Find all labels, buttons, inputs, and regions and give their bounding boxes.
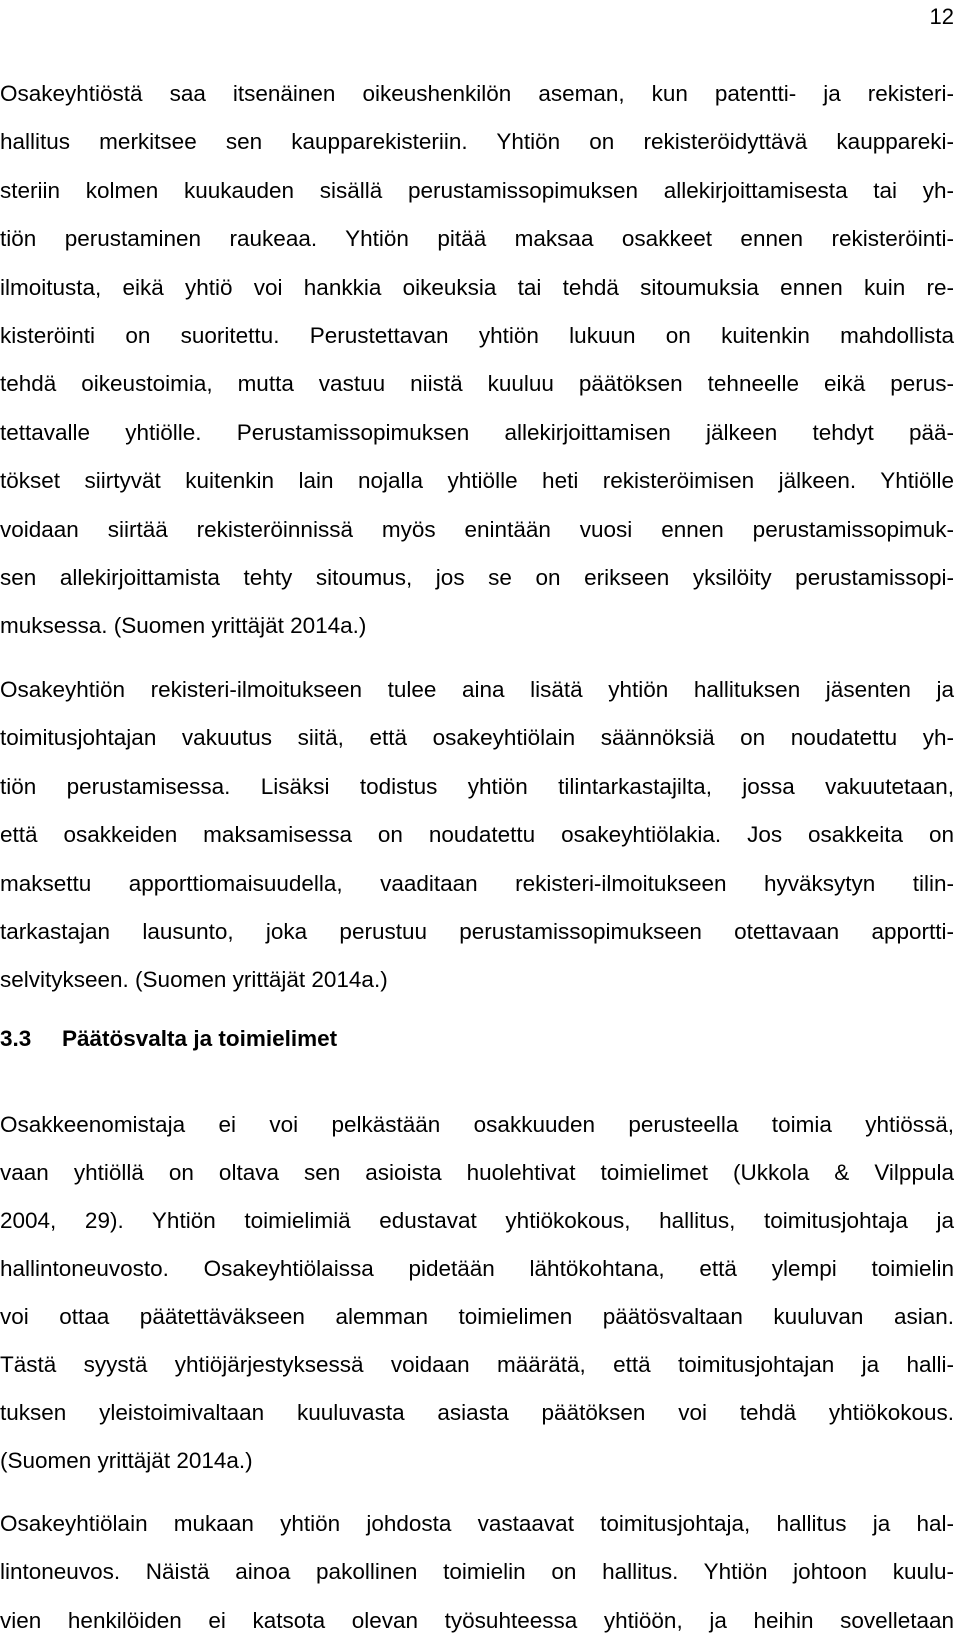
text-line: vaan yhtiöllä on oltava sen asioista huolehtivat toimielimet (Ukkola & Vilppula [0, 1159, 954, 1185]
paragraph-company-registration [0, 70, 954, 651]
text-line: kisteröinti on suoritettu. Perustettavan yhtiön lukuun on kuitenkin mahdollista [0, 323, 954, 349]
paragraph-company-management [0, 1500, 954, 1645]
text-line: voidaan siirtää rekisteröinnissä myös enintään vuosi ennen perustamissopimuk- [0, 516, 954, 542]
text-line: Osakkeenomistaja ei voi pelkästään osakkuuden perusteella toimia yhtiössä, [0, 1111, 954, 1137]
text-line: hallintoneuvosto. Osakeyhtiölaissa pidetään lähtökohtana, että ylempi toimielin [0, 1255, 954, 1281]
section-heading [0, 1015, 954, 1063]
text-line: tehdä oikeustoimia, mutta vastuu niistä kuuluu päätöksen tehneelle eikä perus- [0, 371, 954, 397]
text-line: tiön perustamisessa. Lisäksi todistus yhtiön tilintarkastajilta, jossa vakuutetaan, [0, 773, 954, 799]
section-number: 3.3 [0, 1025, 32, 1051]
text-line: (Suomen yrittäjät 2014a.) [0, 1447, 253, 1473]
text-line: lintoneuvos. Näistä ainoa pakollinen toimielin on hallitus. Yhtiön johtoon kuulu- [0, 1559, 954, 1585]
text-line: muksessa. (Suomen yrittäjät 2014a.) [0, 613, 367, 639]
text-line: Osakeyhtiön rekisteri-ilmoitukseen tulee aina lisätä yhtiön hallituksen jäsenten ja [0, 676, 954, 702]
text-line: ilmoitusta, eikä yhtiö voi hankkia oikeuksia tai tehdä sitoumuksia ennen kuin re- [0, 274, 954, 300]
text-line: tuksen yleistoimivaltaan kuuluvasta asiasta päätöksen voi tehdä yhtiökokous. [0, 1399, 954, 1425]
section-title: Päätösvalta ja toimielimet [62, 1025, 338, 1051]
text-line: toimitusjohtajan vakuutus siitä, että osakeyhtiölain säännöksiä on noudatettu yh- [0, 725, 954, 751]
text-line: maksettu apporttiomaisuudella, vaaditaan rekisteri-ilmoitukseen hyväksytyn tilin- [0, 870, 954, 896]
text-line: tarkastajan lausunto, joka perustuu perustamissopimukseen otettavaan apportti- [0, 918, 954, 944]
text-line: Osakeyhtiöstä saa itsenäinen oikeushenkilön aseman, kun patentti- ja rekisteri- [0, 81, 954, 106]
text-line: tökset siirtyvät kuitenkin lain nojalla yhtiölle heti rekisteröimisen jälkeen. Yhtiölle [0, 468, 954, 494]
text-line: hallitus merkitsee sen kaupparekisteriin. Yhtiön on rekisteröidyttävä kauppareki- [0, 129, 954, 155]
document-body [0, 70, 954, 1645]
text-line: sen allekirjoittamista tehty sitoumus, jos se on erikseen yksilöity perustamissopi- [0, 565, 954, 591]
text-line: 2004, 29). Yhtiön toimielimiä edustavat yhtiökokous, hallitus, toimitusjohtaja ja [0, 1207, 954, 1233]
text-line: tettavalle yhtiölle. Perustamissopimuksen allekirjoittamisen jälkeen tehdyt pää- [0, 419, 954, 445]
paragraph-governing-bodies [0, 1101, 954, 1485]
text-line: vien henkilöiden ei katsota olevan työsuhteessa yhtiöön, ja heihin sovelletaan [0, 1607, 954, 1633]
text-line: Tästä syystä yhtiöjärjestyksessä voidaan määrätä, että toimitusjohtajan ja halli- [0, 1351, 954, 1377]
text-line: että osakkeiden maksamisessa on noudatettu osakeyhtiölakia. Jos osakkeita on [0, 822, 954, 848]
text-line: voi ottaa päätettäväkseen alemman toimielimen päätösvaltaan kuuluvan asian. [0, 1303, 954, 1329]
text-line: selvitykseen. (Suomen yrittäjät 2014a.) [0, 967, 388, 993]
text-line: steriin kolmen kuukauden sisällä perustamissopimuksen allekirjoittamisesta tai yh- [0, 177, 954, 203]
paragraph-registration-notice [0, 666, 954, 1005]
paragraph-gap [0, 1485, 954, 1500]
text-line: Osakeyhtiölain mukaan yhtiön johdosta vastaavat toimitusjohtaja, hallitus ja hal- [0, 1510, 954, 1536]
page-number: 12 [929, 4, 954, 29]
text-line: tiön perustaminen raukeaa. Yhtiön pitää maksaa osakkeet ennen rekisteröinti- [0, 226, 954, 252]
paragraph-gap [0, 651, 954, 666]
